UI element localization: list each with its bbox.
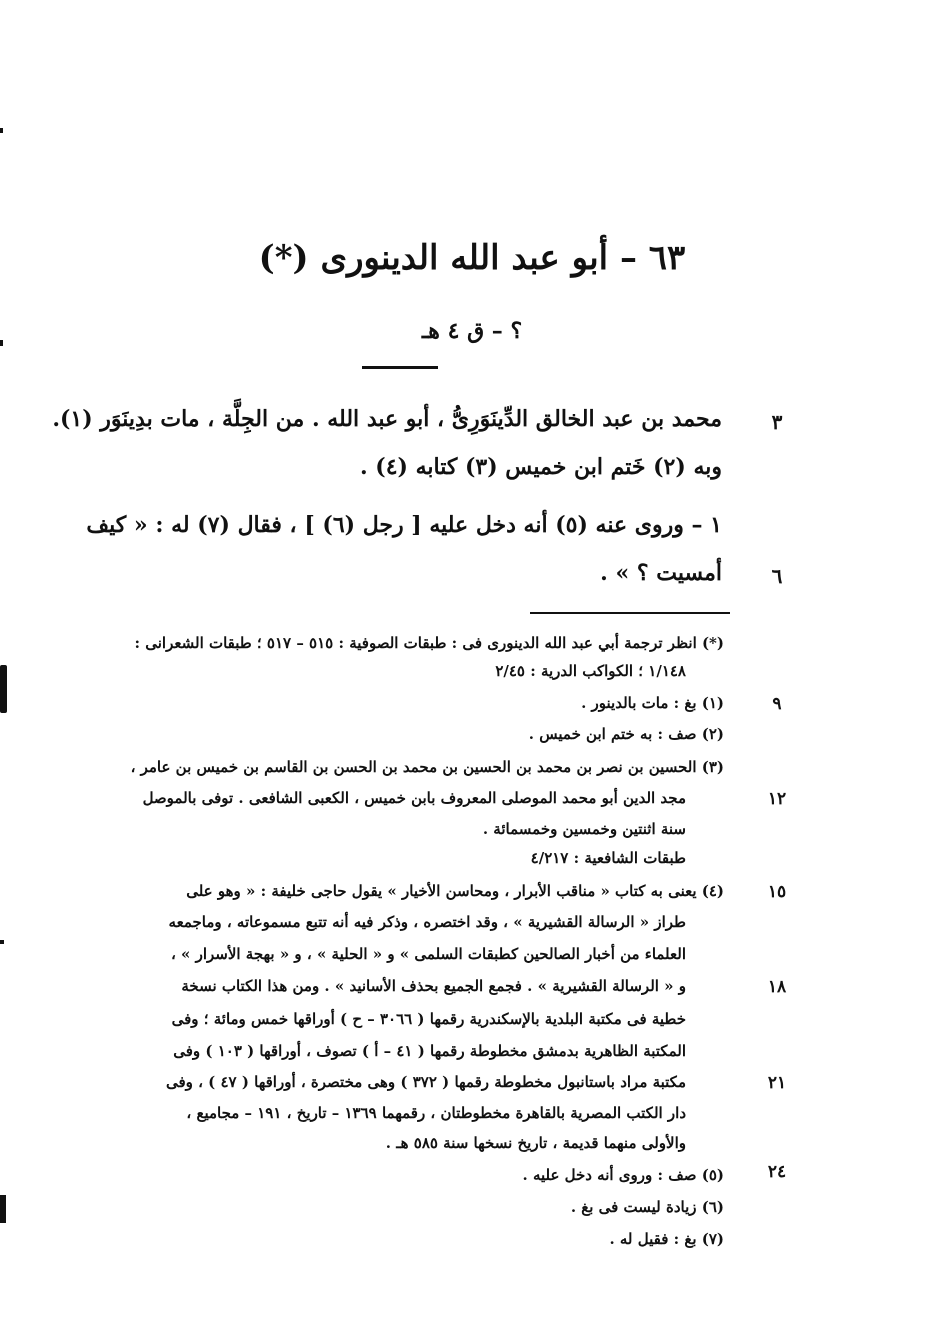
footnote-line: المكتبة الظاهرية بدمشق مخطوطة رقمها ( ٤١ – أ ) تصوف ، أوراقها ( ١٠٣ ) وفى xyxy=(173,1042,686,1060)
scan-speck xyxy=(0,1195,6,1223)
line-number: ٣ xyxy=(771,410,783,434)
body-line: أمسيت ؟ » . xyxy=(600,560,722,586)
scan-speck xyxy=(0,128,3,133)
scan-speck xyxy=(0,940,4,944)
footnote-line: ١/١٤٨ ؛ الكواكب الدرية : ٢/٤٥ xyxy=(495,662,686,680)
body-line: ١ – وروى عنه (٥) أنه دخل عليه [ رجل (٦) ] ، فقال (٧) له : « كيف xyxy=(86,512,722,538)
chapter-dates: ؟ – ق ٤ هـ xyxy=(421,318,523,344)
line-number: ٢٤ xyxy=(767,1162,787,1182)
body-line: وبه (٢) خَتم ابن خميس (٣) كتابه (٤) . xyxy=(359,454,722,480)
footnote-line: خطية فى مكتبة البلدية بالإسكندرية رقمها ( ٣٠٦٦ – ح ) أوراقها خمس ومائة ؛ وفى xyxy=(171,1010,686,1028)
footnote-line: مجد الدين أبو محمد الموصلى المعروف بابن خميس ، الكعبى الشافعى . توفى بالموصل xyxy=(142,789,686,807)
footnote-line: (٢) صف : به ختم ابن خميس . xyxy=(528,725,724,743)
line-number: ١٨ xyxy=(767,977,787,997)
title-rule xyxy=(362,366,438,369)
footnote-line: (٤) يعنى به كتاب « مناقب الأبرار ، ومحاسن الأخيار » يقول حاجى خليفة : « وهو على xyxy=(186,882,724,900)
footnote-line: مكتبة مراد باستانبول مخطوطة رقمها ( ٣٧٢ ) وهى مختصرة ، أوراقها ( ٤٧ ) ، وفى xyxy=(165,1073,686,1091)
footnote-line: سنة اثنتين وخمسين وخمسمائة . xyxy=(482,820,686,838)
footnote-line: والأولى منهما قديمة ، تاريخ نسخها سنة ٥٨٥ هـ . xyxy=(385,1134,686,1152)
footnote-line: (*) انظر ترجمة أبي عبد الله الدينورى فى : طبقات الصوفية : ٥١٥ – ٥١٧ ؛ طبقات الشعرانى : xyxy=(134,634,724,652)
footnote-line: العلماء من أخبار الصالحين كطبقات السلمى » و « الحلية » ، و « بهجة الأسرار » ، xyxy=(170,945,686,963)
line-number: ١٢ xyxy=(767,789,787,809)
body-line: محمد بن عبد الخالق الدِّينَوَرِىُّ ، أبو عبد الله . من الجِلَّة ، مات بدِينَوَر (١). xyxy=(52,406,722,432)
line-number: ٦ xyxy=(771,564,783,588)
chapter-title: ٦٣ – أبو عبد الله الدينورى (*) xyxy=(258,238,686,278)
footnote-line: دار الكتب المصرية بالقاهرة مخطوطتان ، رقمهما ١٣٦٩ – تاريخ ، ١٩١ – مجاميع ، xyxy=(186,1104,686,1122)
footnote-line: (٥) صف : وروى أنه دخل عليه . xyxy=(522,1166,724,1184)
scan-edge-shadow xyxy=(0,665,7,713)
line-number: ١٥ xyxy=(767,882,787,902)
footnote-line: طراز « الرسالة القشيرية » ، وقد اختصره ، وذكر فيه أنه تتبع مسموعاته ، وماجمعه xyxy=(168,913,686,931)
footnote-line: (٣) الحسين بن نصر بن محمد بن الحسين بن محمد بن الحسن بن القاسم بن خميس بن عامر ، xyxy=(130,758,724,776)
footnote-line: (١) بغ : مات بالدينور . xyxy=(581,694,724,712)
footnote-line: و « الرسالة القشيرية » . فجمع الجميع بحذف الأسانيد » . ومن هذا الكتاب نسخة xyxy=(181,977,686,995)
line-number: ٢١ xyxy=(767,1073,787,1093)
footnote-rule xyxy=(530,612,730,614)
line-number: ٩ xyxy=(772,694,782,714)
footnote-line: (٧) بغ : فقيل له . xyxy=(609,1230,724,1248)
footnote-line: طبقات الشافعية : ٤/٢١٧ xyxy=(530,849,686,867)
footnote-line: (٦) زيادة ليست فى بغ . xyxy=(570,1198,724,1216)
